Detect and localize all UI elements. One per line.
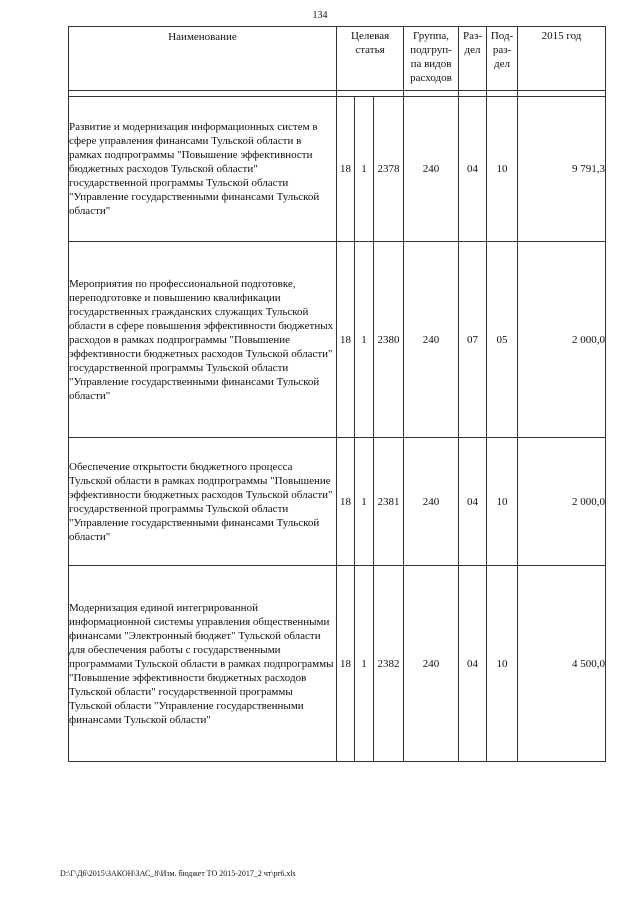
table-row (69, 97, 606, 242)
budget-table (68, 26, 606, 762)
footer-file-path: D:\Г\Д6\2015\ЗАКОН\ЗАС_8\Изм. бюджет ТО 2015-2017_2 чт\pr6.xls (60, 869, 296, 878)
row-subsection: 05 (487, 242, 518, 438)
row-section: 04 (459, 566, 487, 762)
row-expense-group: 240 (404, 97, 459, 242)
header-target-article: Целевая статья (337, 27, 404, 91)
row-amount: 2 000,0 (518, 242, 606, 438)
row-section: 04 (459, 97, 487, 242)
row-article-subprogram: 1 (355, 97, 374, 242)
row-section: 04 (459, 438, 487, 566)
table-row (69, 566, 606, 762)
row-article-subprogram: 1 (355, 566, 374, 762)
row-subsection: 10 (487, 438, 518, 566)
row-name: Обеспечение открытости бюджетного процесса Тульской области в рамках подпрограммы "Повышение эффективности бюджетных расходов Тульской области" государственной программы Тульской области "Управление государственными финансами Тульской области" (69, 438, 337, 566)
row-article-code: 2378 (374, 97, 404, 242)
header-section: Раз- дел (459, 27, 487, 91)
row-subsection: 10 (487, 566, 518, 762)
row-article-program: 18 (337, 438, 355, 566)
header-expense-group: Группа, подгруп- па видов расходов (404, 27, 459, 91)
row-expense-group: 240 (404, 242, 459, 438)
row-article-subprogram: 1 (355, 242, 374, 438)
table-row (69, 242, 606, 438)
row-amount: 9 791,3 (518, 97, 606, 242)
row-amount: 2 000,0 (518, 438, 606, 566)
row-name: Модернизация единой интегрированной информационной системы управления общественными финансами "Электронный бюджет" Тульской области для обеспечения работы с государственными программами Тульской области в рамках подпрограммы "Повышение эффективности бюджетных расходов Тульской области" государственной программы Тульской области "Управление государственными финансами Тульской области" (69, 566, 337, 762)
header-subsection: Под- раз- дел (487, 27, 518, 91)
row-section: 07 (459, 242, 487, 438)
row-article-code: 2382 (374, 566, 404, 762)
row-article-subprogram: 1 (355, 438, 374, 566)
row-article-program: 18 (337, 242, 355, 438)
row-article-code: 2380 (374, 242, 404, 438)
row-article-code: 2381 (374, 438, 404, 566)
row-amount: 4 500,0 (518, 566, 606, 762)
row-name: Развитие и модернизация информационных систем в сфере управления финансами Тульской области в рамках подпрограммы "Повышение эффективности бюджетных расходов Тульской области" государственной программы Тульской области "Управление государственными финансами Тульской области" (69, 97, 337, 242)
row-article-program: 18 (337, 97, 355, 242)
header-year: 2015 год (518, 27, 606, 91)
row-expense-group: 240 (404, 566, 459, 762)
page-number: 134 (312, 10, 328, 21)
row-subsection: 10 (487, 97, 518, 242)
header-name: Наименование (69, 27, 337, 91)
row-expense-group: 240 (404, 438, 459, 566)
row-name: Мероприятия по профессиональной подготовке, переподготовке и повышению квалификации государственных гражданских служащих Тульской области в сфере повышения эффективности бюджетных расходов в рамках подпрограммы "Повышение эффективности бюджетных расходов Тульской области" государственной программы Тульской области "Управление государственными финансами Тульской области" (69, 242, 337, 438)
row-article-program: 18 (337, 566, 355, 762)
table-row (69, 438, 606, 566)
